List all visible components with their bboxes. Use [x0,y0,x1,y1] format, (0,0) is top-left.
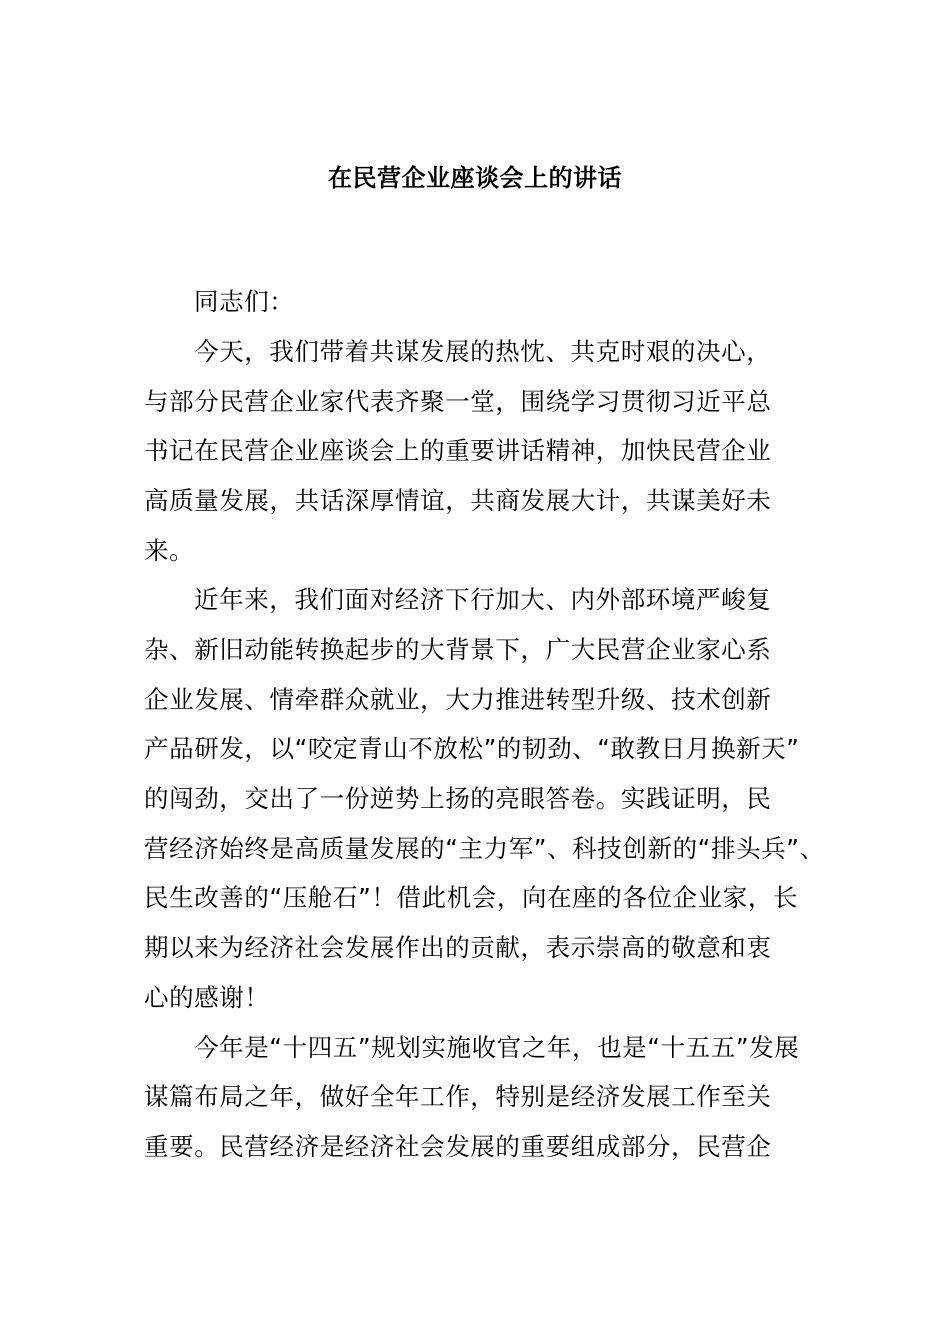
body-line: 与部分民营企业家代表齐聚一堂，围绕学习贯彻习近平总 [144,387,772,416]
body-line: 今年是“十四五”规划实施收官之年，也是“十五五”发展 [194,1033,800,1062]
body-line: 心的感谢！ [144,983,270,1012]
body-line: 高质量发展，共话深厚情谊，共商发展大计，共谋美好未 [144,486,772,515]
document-title: 在民营企业座谈会上的讲话 [328,164,622,192]
body-line: 谋篇布局之年，做好全年工作，特别是经济发展工作至关 [144,1082,772,1111]
salutation-line: 同志们： [194,287,295,316]
body-line: 民生改善的“压舱石”！借此机会，向在座的各位企业家，长 [144,883,799,912]
body-line: 期以来为经济社会发展作出的贡献，表示崇高的敬意和衷 [144,933,772,962]
body-line: 杂、新旧动能转换起步的大背景下，广大民营企业家心系 [144,635,772,664]
body-line: 产品研发，以“咬定青山不放松”的韧劲、“敢教日月换新天” [144,734,800,763]
body-line: 近年来，我们面对经济下行加大、内外部环境严峻复 [194,585,772,614]
body-line: 重要。民营经济是经济社会发展的重要组成部分，民营企 [144,1132,772,1161]
body-line: 的闯劲，交出了一份逆势上扬的亮眼答卷。实践证明，民 [144,784,772,813]
body-line: 今天，我们带着共谋发展的热忱、共克时艰的决心， [194,337,772,366]
body-line: 营经济始终是高质量发展的“主力军”、科技创新的“排头兵”、 [144,834,825,863]
body-line: 来。 [144,536,195,565]
body-line: 企业发展、情牵群众就业，大力推进转型升级、技术创新 [144,685,772,714]
body-line: 书记在民营企业座谈会上的重要讲话精神，加快民营企业 [144,436,772,465]
